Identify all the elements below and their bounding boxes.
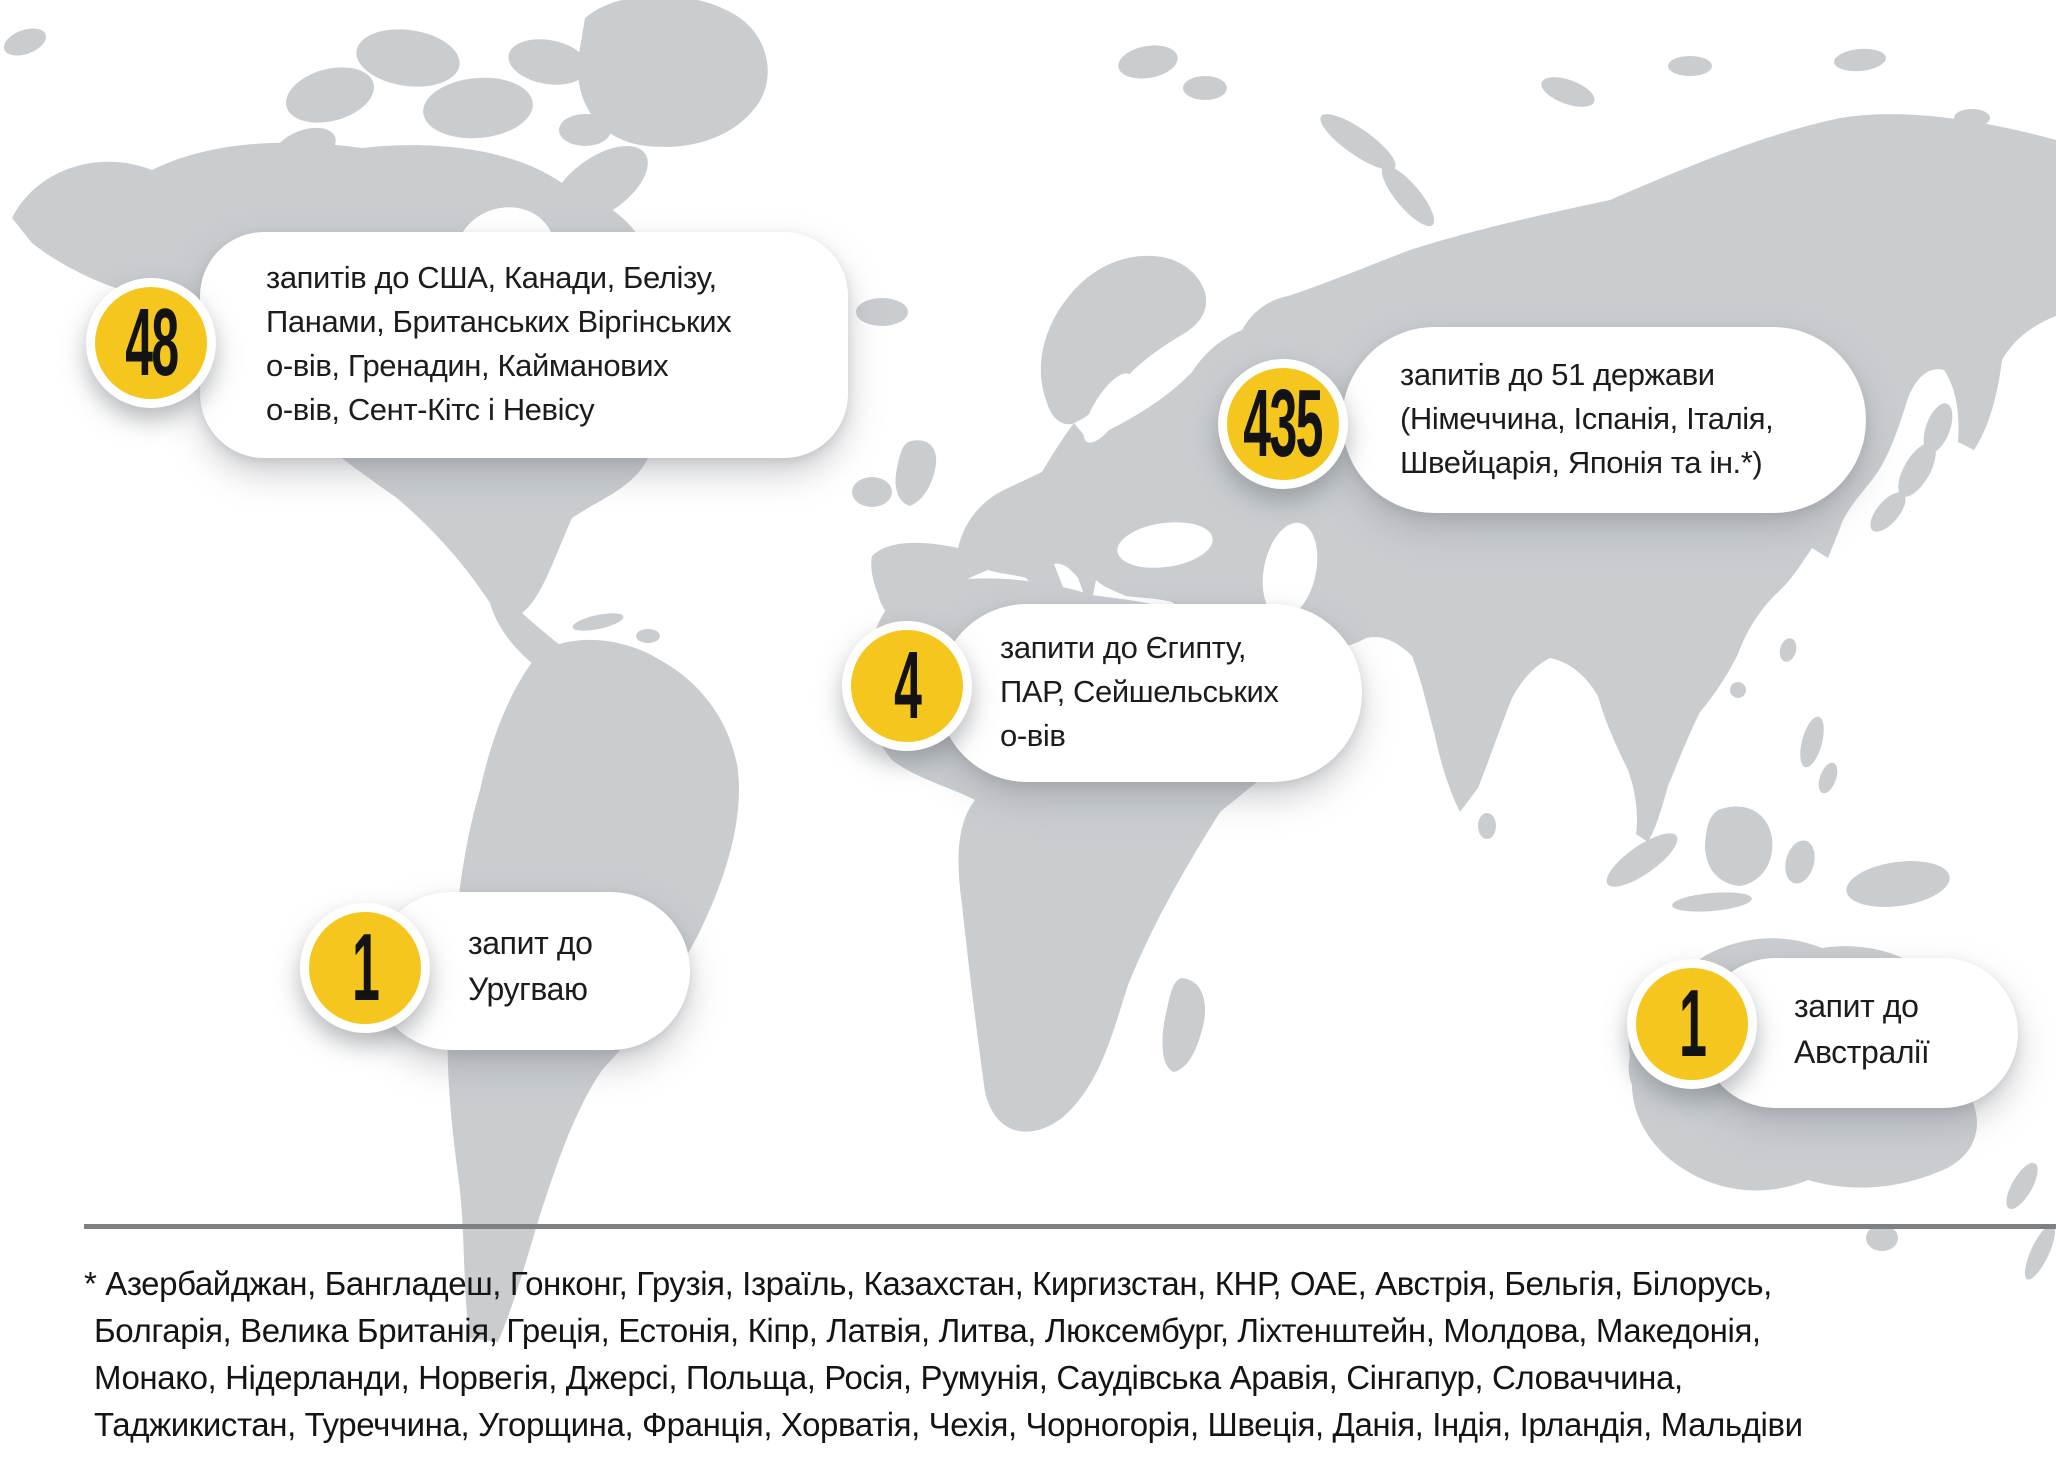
- callout-bubble-north-america: [200, 232, 848, 458]
- callout-text-line: ПАР, Сейшельських: [1000, 674, 1279, 709]
- callout-text-line: о-вів: [1000, 718, 1066, 753]
- count-value: 1: [351, 914, 379, 1021]
- callout-text-line: Панами, Британських Віргінських: [266, 304, 732, 339]
- count-value: 48: [124, 289, 178, 396]
- callout-text-line: о-вів, Сент-Кітс і Невісу: [266, 392, 595, 427]
- callout-text-line: запитів до 51 держави: [1400, 357, 1715, 392]
- count-badge-africa: [842, 621, 972, 751]
- count-value: 4: [893, 632, 921, 739]
- callout-bubble-europe: [1342, 327, 1866, 513]
- footnote: [84, 1260, 2046, 1448]
- callout-text-line: Швейцарія, Японія та ін.*): [1400, 445, 1763, 480]
- count-value: 1: [1678, 970, 1706, 1077]
- callout-text-line: запитів до США, Канади, Белізу,: [266, 260, 717, 295]
- count-badge-north-america: [86, 278, 216, 408]
- count-value: 435: [1243, 370, 1323, 477]
- callout-text-line: запит до: [1794, 988, 1919, 1024]
- callout-bubble-africa: [938, 604, 1362, 782]
- callout-text-line: (Німеччина, Іспанія, Італія,: [1400, 401, 1774, 436]
- count-badge-europe: [1218, 359, 1348, 489]
- footnote-line: Монако, Нідерланди, Норвегія, Джерсі, Польща, Росія, Румунія, Саудівська Аравія, Сінгапур, Словаччина,: [94, 1359, 1683, 1396]
- count-badge-uruguay: [300, 903, 430, 1033]
- footnote-line: * Азербайджан, Бангладеш, Гонконг, Грузія, Ізраїль, Казахстан, Киргизстан, КНР, ОАЕ, Австрія, Бельгія, Білорусь,: [84, 1265, 1772, 1302]
- callout-text-line: запит до: [468, 925, 593, 961]
- footnote-line: Болгарія, Велика Британія, Греція, Естонія, Кіпр, Латвія, Литва, Люксембург, Ліхтенштейн, Молдова, Македонія,: [94, 1312, 1761, 1349]
- callout-text-line: Австралії: [1794, 1034, 1930, 1070]
- callout-text-line: о-вів, Гренадин, Кайманових: [266, 348, 669, 383]
- callout-text-line: запити до Єгипту,: [1000, 630, 1247, 665]
- count-badge-australia: [1627, 959, 1757, 1089]
- footnote-divider-line: [84, 1224, 2056, 1229]
- callout-text-line: Уругваю: [468, 971, 588, 1007]
- footnote-line: Таджикистан, Туреччина, Угорщина, Франція, Хорватія, Чехія, Чорногорія, Швеція, Данія, Індія, Ірландія, Мальдіви: [94, 1406, 1803, 1443]
